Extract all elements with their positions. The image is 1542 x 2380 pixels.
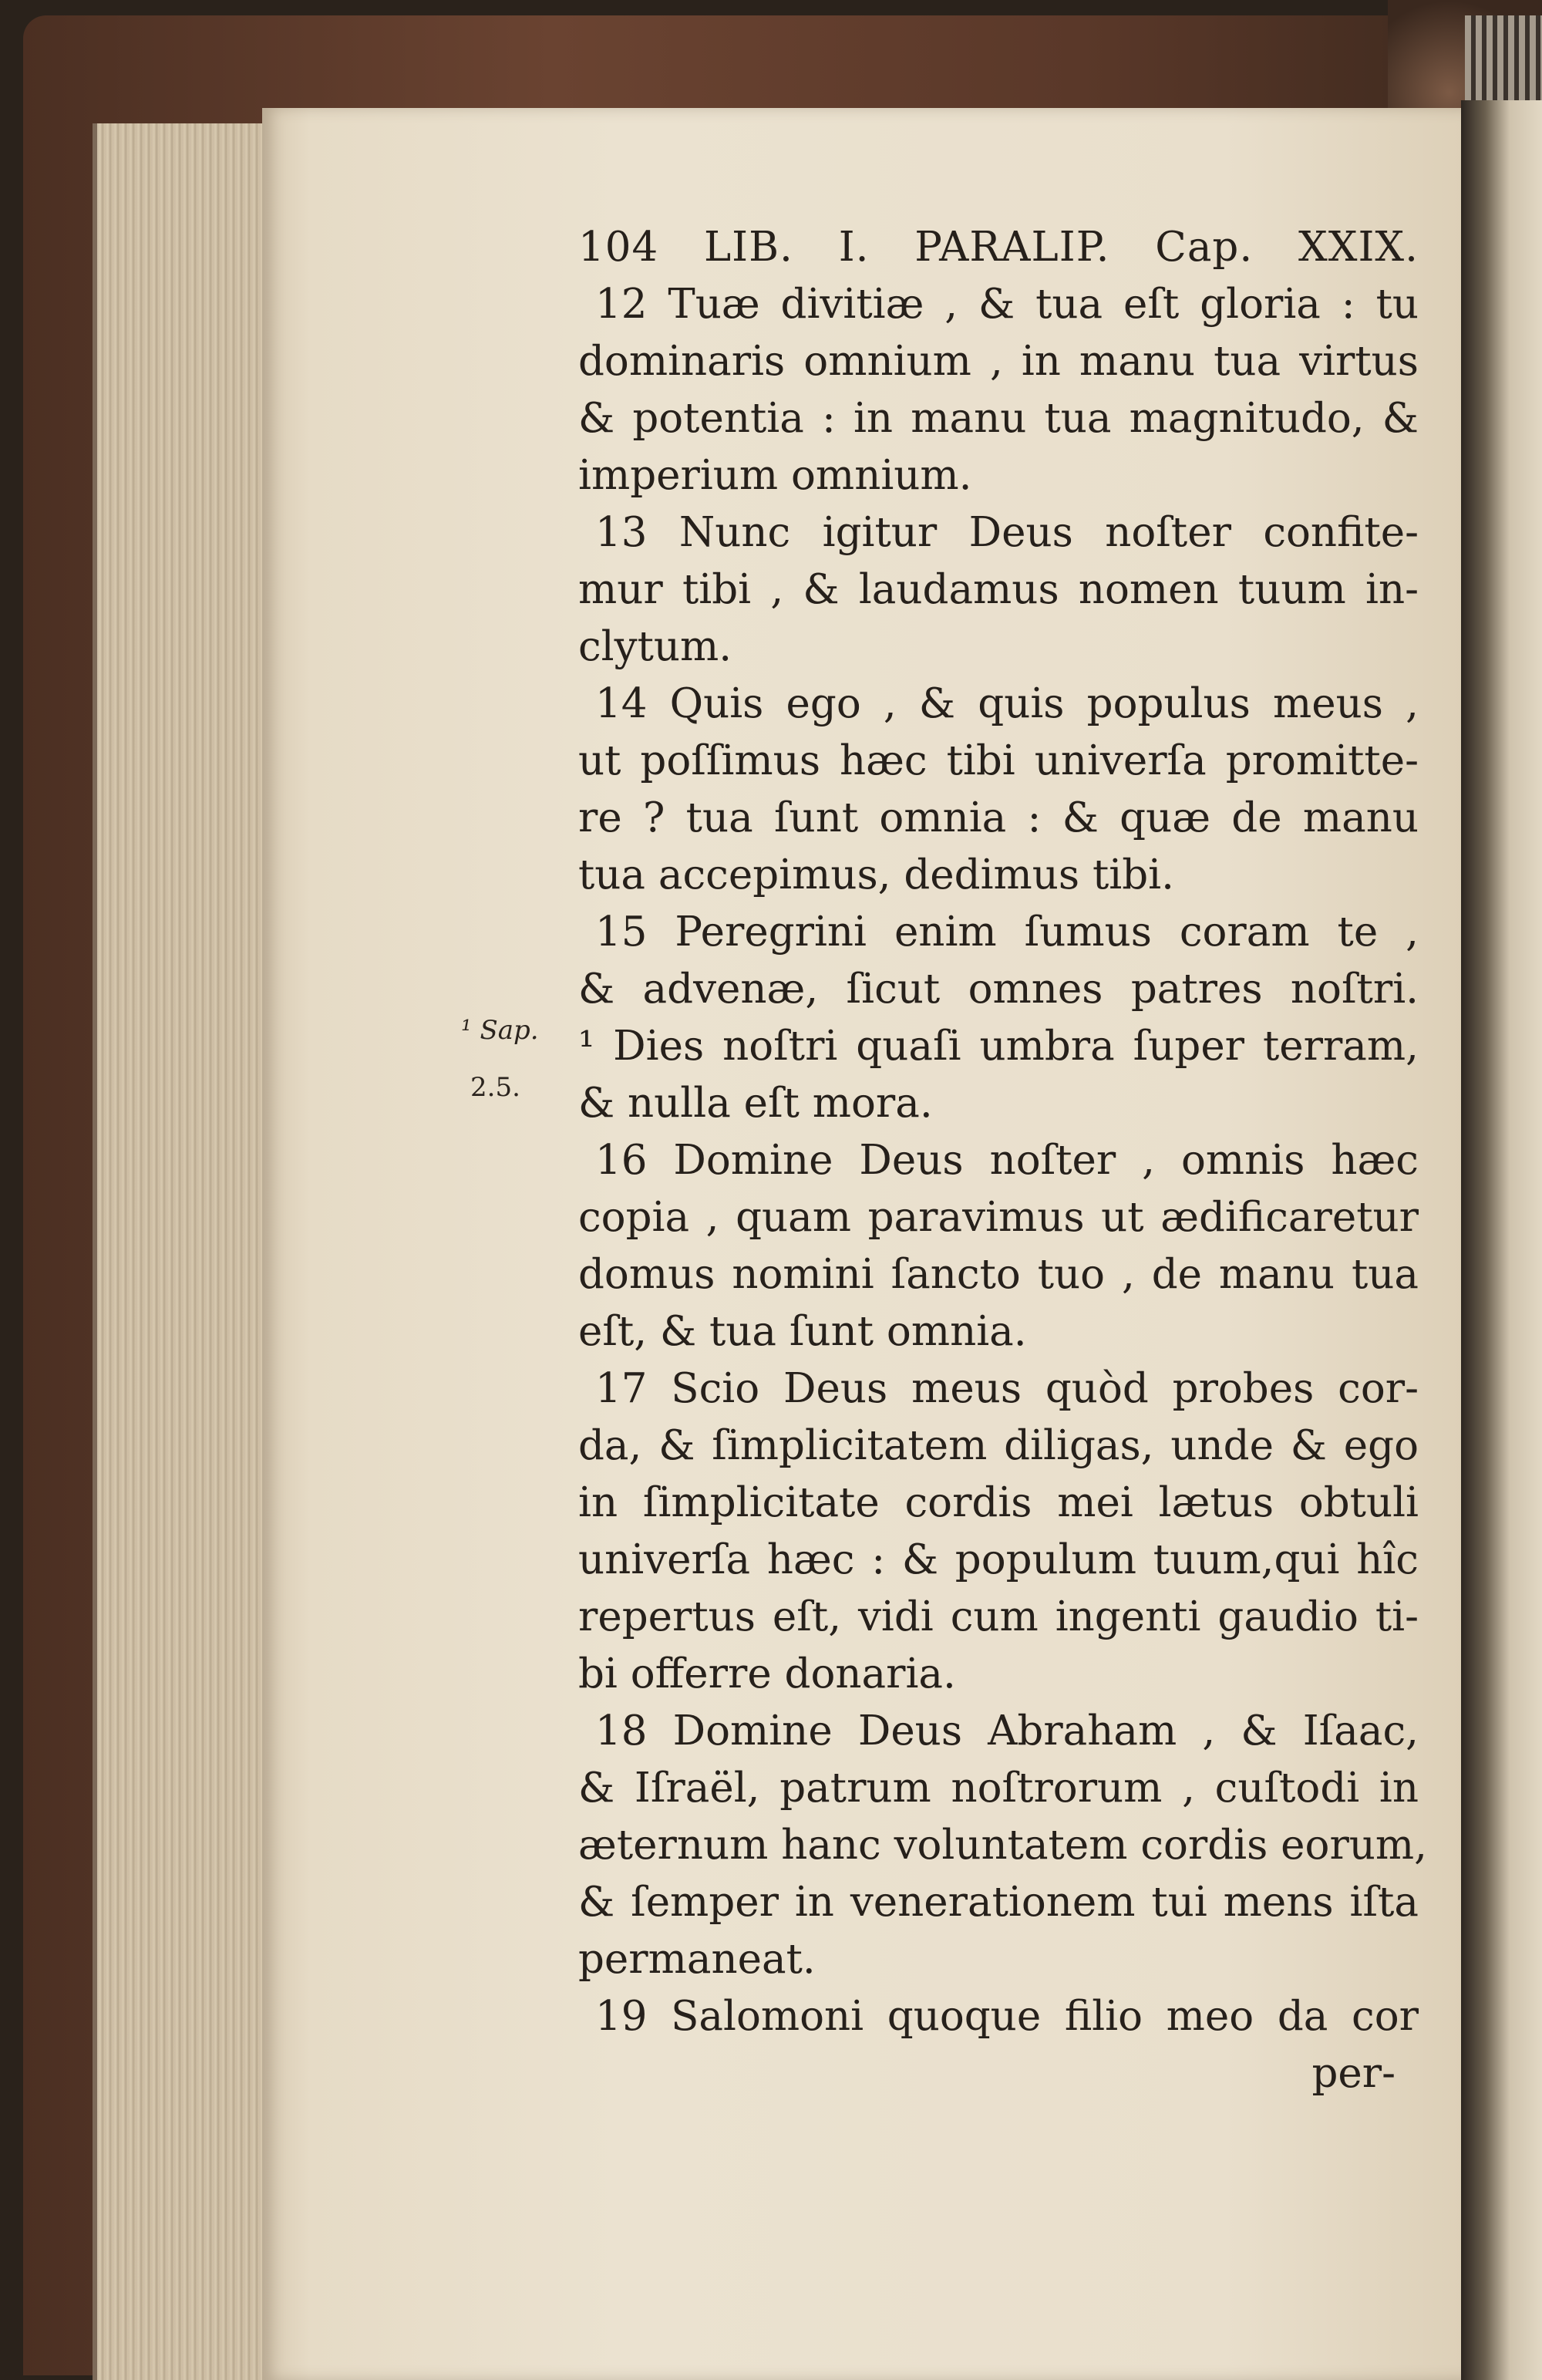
text-line: 18 Domine Deus Abraham , & Iſaac, xyxy=(595,1707,1419,1755)
text-line: 16 Domine Deus noſter , omnis hæc xyxy=(595,1137,1419,1184)
margin-note-line-1 xyxy=(461,1015,539,1046)
page-gutter xyxy=(1461,100,1542,2380)
text-line: clytum. xyxy=(578,623,732,670)
running-header: 104 LIB. I. PARALIP. Cap. XXIX. xyxy=(578,224,1419,271)
text-line: & ſemper in venerationem tui mens iſta xyxy=(578,1879,1419,1926)
text-line: imperium omnium. xyxy=(578,452,972,499)
text-line: da, & ſimplicitatem diligas, unde & ego xyxy=(578,1422,1419,1469)
text-line: 13 Nunc igitur Deus noſter confite- xyxy=(595,509,1419,556)
text-line: domus nomini ſancto tuo , de manu tua xyxy=(578,1251,1419,1298)
text-line: bi offerre donaria. xyxy=(578,1650,956,1697)
text-line: & potentia : in manu tua magnitudo, & xyxy=(578,395,1419,442)
text-line: tua accepimus, dedimus tibi. xyxy=(578,851,1174,898)
text-line: dominaris omnium , in manu tua virtus xyxy=(578,338,1419,385)
text-line: re ? tua ſunt omnia : & quæ de manu xyxy=(578,794,1419,841)
text-line: 12 Tuæ divitiæ , & tua eſt gloria : tu xyxy=(595,281,1419,328)
margin-note-ref: 2.5. xyxy=(470,1072,520,1103)
page-text xyxy=(578,219,1428,2102)
catchword: per- xyxy=(1311,2050,1396,2097)
text-line: univerſa hæc : & populum tuum,qui hîc xyxy=(578,1536,1419,1583)
text-line: ut poſſimus hæc tibi univerſa promitte- xyxy=(578,737,1419,784)
text-line: 17 Scio Deus meus quòd probes cor- xyxy=(595,1365,1419,1412)
page-block-edges xyxy=(93,123,274,2380)
text-line: in ſimplicitate cordis mei lætus obtuli xyxy=(578,1479,1419,1526)
text-line: eſt, & tua ſunt omnia. xyxy=(578,1308,1027,1355)
text-line: 14 Quis ego , & quis populus meus , xyxy=(595,680,1419,727)
text-line: repertus eſt, vidi cum ingenti gaudio ti- xyxy=(578,1593,1419,1640)
text-line: copia , quam paravimus ut ædificaretur xyxy=(578,1194,1419,1241)
text-line: æternum hanc voluntatem cordis eorum, xyxy=(578,1822,1428,1869)
text-line: permaneat. xyxy=(578,1936,816,1983)
margin-note-mark: ¹ xyxy=(461,1015,472,1046)
text-line: ¹ Dies noſtri quaſi umbra ſuper terram, xyxy=(578,1023,1419,1070)
text-line: & nulla eſt mora. xyxy=(578,1080,933,1127)
text-line: 19 Salomoni quoque filio meo da cor xyxy=(595,1993,1419,2040)
binding-thread xyxy=(1465,15,1542,108)
margin-note-book: Sap. xyxy=(480,1015,539,1046)
margin-note-line-2 xyxy=(470,1072,520,1103)
text-line: mur tibi , & laudamus nomen tuum in- xyxy=(578,566,1419,613)
text-line: & advenæ, ſicut omnes patres noſtri. xyxy=(578,966,1419,1013)
text-line: 15 Peregrini enim ſumus coram te , xyxy=(595,909,1419,956)
text-line: & Iſraël, patrum noſtrorum , cuſtodi in xyxy=(578,1765,1419,1812)
